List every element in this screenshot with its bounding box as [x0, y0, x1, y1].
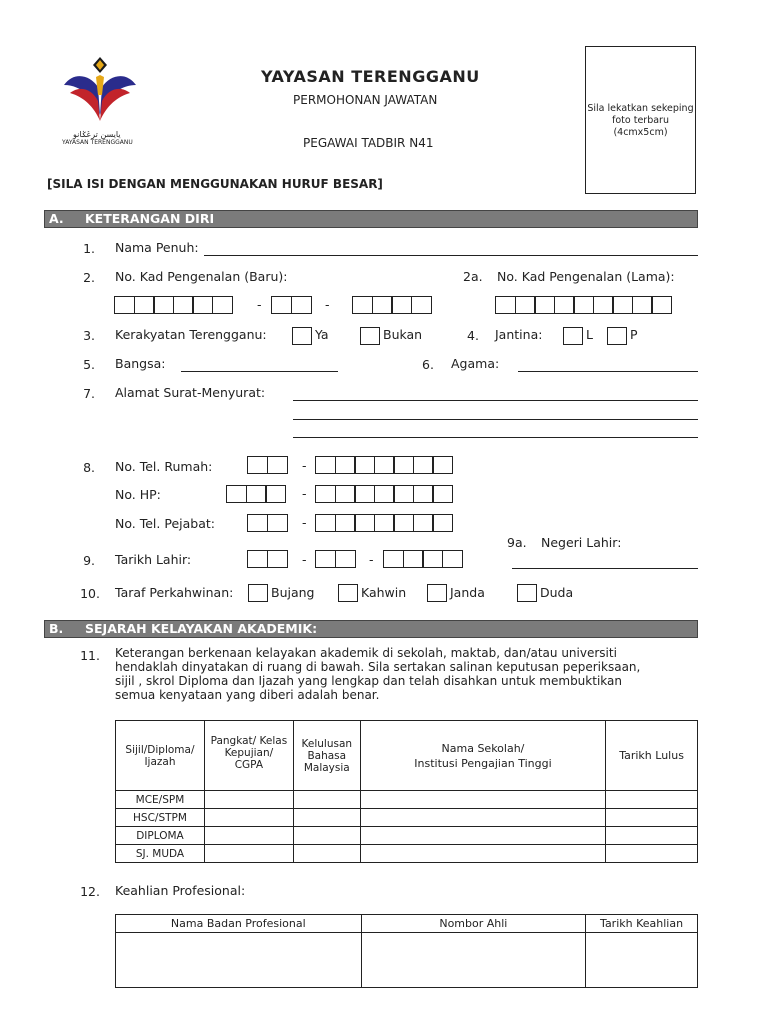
item-number-1: 1. [83, 241, 95, 256]
ic-dash-2: - [325, 297, 330, 312]
ic-baru-part2[interactable] [271, 296, 310, 314]
tel-pejabat-dash: - [302, 515, 307, 530]
tarikh-lahir-month[interactable] [315, 550, 354, 568]
position-title: PEGAWAI TADBIR N41 [303, 136, 434, 150]
jantina-p-checkbox[interactable] [607, 327, 627, 345]
table-row[interactable] [116, 933, 698, 988]
label-hp: No. HP: [115, 487, 161, 502]
label-kerakyatan: Kerakyatan Terengganu: [115, 327, 267, 342]
item-number-2a: 2a. [463, 269, 483, 284]
tarikh-lahir-year[interactable] [383, 550, 461, 568]
photo-note: Sila lekatkan sekeping foto terbaru (4cmx5cm) [587, 103, 694, 138]
section-b-header [44, 620, 698, 638]
row-label: SJ. MUDA [116, 845, 205, 863]
col-pangkat: Pangkat/ Kelas Kepujian/ CGPA [204, 721, 293, 791]
label-l: L [586, 327, 593, 342]
hp-dash: - [302, 486, 307, 501]
label-janda: Janda [450, 585, 485, 600]
label-tel-rumah: No. Tel. Rumah: [115, 459, 213, 474]
col-tarikh-lulus: Tarikh Lulus [606, 721, 698, 791]
label-keahlian: Keahlian Profesional: [115, 883, 246, 898]
yayasan-terengganu-logo [60, 55, 144, 135]
bangsa-field[interactable] [181, 371, 338, 372]
academic-table [115, 720, 698, 863]
para-line-3: sijil , skrol Diploma dan Ijazah yang lengkap dan telah disahkan untuk membuktikan [115, 674, 622, 688]
label-bangsa: Bangsa: [115, 356, 166, 371]
tel-rumah-code[interactable] [247, 456, 286, 474]
section-b-title: SEJARAH KELAYAKAN AKADEMIK: [85, 621, 318, 636]
item-number-2: 2. [83, 270, 95, 285]
label-bukan: Bukan [383, 327, 423, 342]
item-number-9: 9. [83, 553, 95, 568]
ic-baru-part1[interactable] [114, 296, 231, 314]
label-ya: Ya [315, 327, 329, 342]
negeri-lahir-field[interactable] [512, 568, 698, 569]
academic-instructions [115, 646, 640, 702]
item-number-8: 8. [83, 460, 95, 475]
logo-caption-jawi: يايسن ترڠݢانو [73, 130, 121, 139]
ic-lama-boxes[interactable] [495, 296, 671, 314]
org-name: YAYASAN TERENGGANU [261, 67, 480, 86]
professional-table [115, 914, 698, 988]
label-jantina: Jantina: [495, 327, 543, 342]
label-taraf-perkahwinan: Taraf Perkahwinan: [115, 585, 234, 600]
label-ic-baru: No. Kad Pengenalan (Baru): [115, 269, 288, 284]
col-kelulusan-bm: Kelulusan Bahasa Malaysia [293, 721, 360, 791]
label-ic-lama: No. Kad Pengenalan (Lama): [497, 269, 675, 284]
kerakyatan-bukan-checkbox[interactable] [360, 327, 380, 345]
label-tel-pejabat: No. Tel. Pejabat: [115, 516, 215, 531]
para-line-1: Keterangan berkenaan kelayakan akademik di sekolah, maktab, dan/atau universiti [115, 646, 617, 660]
col-nombor-ahli: Nombor Ahli [361, 915, 586, 933]
hp-number[interactable] [315, 485, 452, 503]
item-number-9a: 9a. [507, 535, 527, 550]
item-number-3: 3. [83, 328, 95, 343]
tarikh-lahir-day[interactable] [247, 550, 286, 568]
label-kahwin: Kahwin [361, 585, 407, 600]
col-tarikh-keahlian: Tarikh Keahlian [586, 915, 698, 933]
col-nama-badan: Nama Badan Profesional [116, 915, 362, 933]
alamat-line-2[interactable] [293, 419, 698, 420]
logo-caption: YAYASAN TERENGGANU [62, 139, 133, 146]
janda-checkbox[interactable] [427, 584, 447, 602]
ic-baru-part3[interactable] [352, 296, 430, 314]
tarikh-dash-2: - [369, 552, 374, 567]
tel-rumah-dash: - [302, 458, 307, 473]
label-alamat: Alamat Surat-Menyurat: [115, 385, 266, 400]
section-a-header [44, 210, 698, 228]
kerakyatan-ya-checkbox[interactable] [292, 327, 312, 345]
item-number-11: 11. [80, 648, 100, 663]
para-line-2: hendaklah dinyatakan di ruang di bawah. Sila sertakan salinan keputusan peperiksaan, [115, 660, 641, 674]
tel-rumah-number[interactable] [315, 456, 452, 474]
row-label: HSC/STPM [116, 809, 205, 827]
item-number-4: 4. [467, 328, 479, 343]
tarikh-dash-1: - [302, 552, 307, 567]
duda-checkbox[interactable] [517, 584, 537, 602]
section-a-title: KETERANGAN DIRI [85, 211, 215, 226]
hp-code[interactable] [226, 485, 285, 503]
item-number-12: 12. [80, 884, 100, 899]
label-tarikh-lahir: Tarikh Lahir: [115, 552, 192, 567]
col-nama-sekolah: Nama Sekolah/ Institusi Pengajian Tinggi [360, 721, 605, 791]
table-row[interactable] [116, 845, 698, 863]
section-a-letter: A. [49, 211, 64, 226]
row-label: MCE/SPM [116, 791, 205, 809]
col-sijil: Sijil/Diploma/ Ijazah [116, 721, 205, 791]
label-agama: Agama: [451, 356, 500, 371]
ic-dash-1: - [257, 297, 262, 312]
label-nama-penuh: Nama Penuh: [115, 240, 199, 255]
alamat-line-3[interactable] [293, 437, 698, 438]
nama-penuh-field[interactable] [204, 255, 698, 256]
item-number-7: 7. [83, 386, 95, 401]
bujang-checkbox[interactable] [248, 584, 268, 602]
label-bujang: Bujang [271, 585, 315, 600]
tel-pejabat-number[interactable] [315, 514, 452, 532]
label-duda: Duda [540, 585, 574, 600]
table-row[interactable] [116, 809, 698, 827]
instruction-text: [SILA ISI DENGAN MENGGUNAKAN HURUF BESAR] [47, 177, 383, 191]
table-row[interactable] [116, 791, 698, 809]
section-b-letter: B. [49, 621, 64, 636]
alamat-line-1[interactable] [293, 400, 698, 401]
kahwin-checkbox[interactable] [338, 584, 358, 602]
row-label: DIPLOMA [116, 827, 205, 845]
form-subtitle: PERMOHONAN JAWATAN [293, 93, 438, 107]
agama-field[interactable] [518, 371, 698, 372]
item-number-6: 6. [422, 357, 434, 372]
photo-box[interactable] [585, 46, 696, 194]
tel-pejabat-code[interactable] [247, 514, 286, 532]
jantina-l-checkbox[interactable] [563, 327, 583, 345]
item-number-5: 5. [83, 357, 95, 372]
item-number-10: 10. [80, 586, 100, 601]
label-negeri-lahir: Negeri Lahir: [541, 535, 622, 550]
label-p: P [630, 327, 638, 342]
para-line-4: semua kenyataan yang diberi adalah benar. [115, 688, 380, 702]
table-row[interactable] [116, 827, 698, 845]
